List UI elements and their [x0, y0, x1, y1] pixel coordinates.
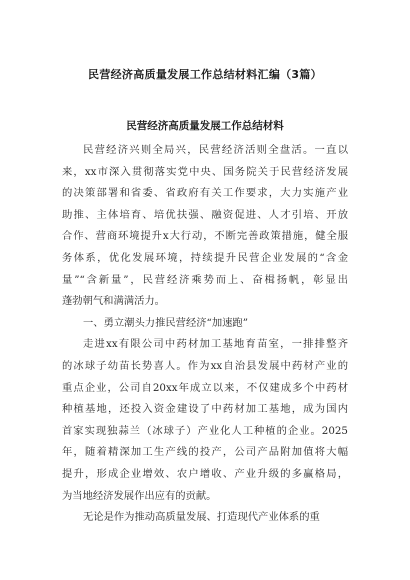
paragraph-line: 助推、主体培育、培优扶强、融资促进、人才引培、开放 [62, 208, 348, 221]
paragraph-line: 蓬勃朝气和满满活力。 [62, 295, 165, 308]
paragraph-line: 量”“含新量”，民营经济乘势而上、奋楫扬帆，彰显出 [62, 273, 348, 286]
paragraph-line: 合作、营商环境提升x大行动，不断完善政策措施，健全服 [62, 230, 348, 243]
paragraph-line: 来，xx市深入贯彻落实党中央、国务院关于民营经济发展 [62, 165, 348, 178]
paragraph-line: 务体系，优化发展环境，持续提升民营企业发展的“含金 [62, 251, 348, 264]
paragraph-line: 年，随着精深加工生产线的投产，公司产品附加值将大幅 [62, 446, 348, 459]
paragraph-line: 提升，形成企业增效、农户增收、产业升级的多赢格局， [62, 467, 348, 480]
paragraph-line: 首家实现独蒜兰（冰球子）产业化人工种植的企业。2025 [62, 424, 348, 437]
document-body [62, 140, 348, 529]
paragraph-line: 走进xx有限公司中药材加工基地育苗室，一排排整齐 [83, 338, 348, 351]
section-title: 民营经济高质量发展工作总结材料 [126, 120, 284, 132]
paragraph-line: 的决策部署和省委、省政府有关工作要求，大力实施产业 [62, 187, 348, 200]
paragraph-line: 民营经济兴则全局兴，民营经济活则全盘活。一直以 [83, 144, 348, 156]
paragraph-line: 种植基地，还投入资金建设了中药材加工基地，成为国内 [62, 403, 348, 416]
paragraph-line: 重点企业，公司自20xx年成立以来，不仅建成多个中药材 [62, 381, 348, 394]
document-title: 民营经济高质量发展工作总结材料汇编（3篇） [88, 68, 322, 81]
section-heading: 一、勇立潮头力推民营经济“加速跑” [83, 316, 248, 329]
paragraph-line: 的冰球子幼苗长势喜人。作为xx自治县发展中药材产业的 [62, 359, 348, 372]
paragraph-line: 无论是作为推动高质量发展、打造现代产业体系的重 [83, 511, 320, 524]
paragraph-line: 为当地经济发展作出应有的贡献。 [62, 489, 217, 502]
